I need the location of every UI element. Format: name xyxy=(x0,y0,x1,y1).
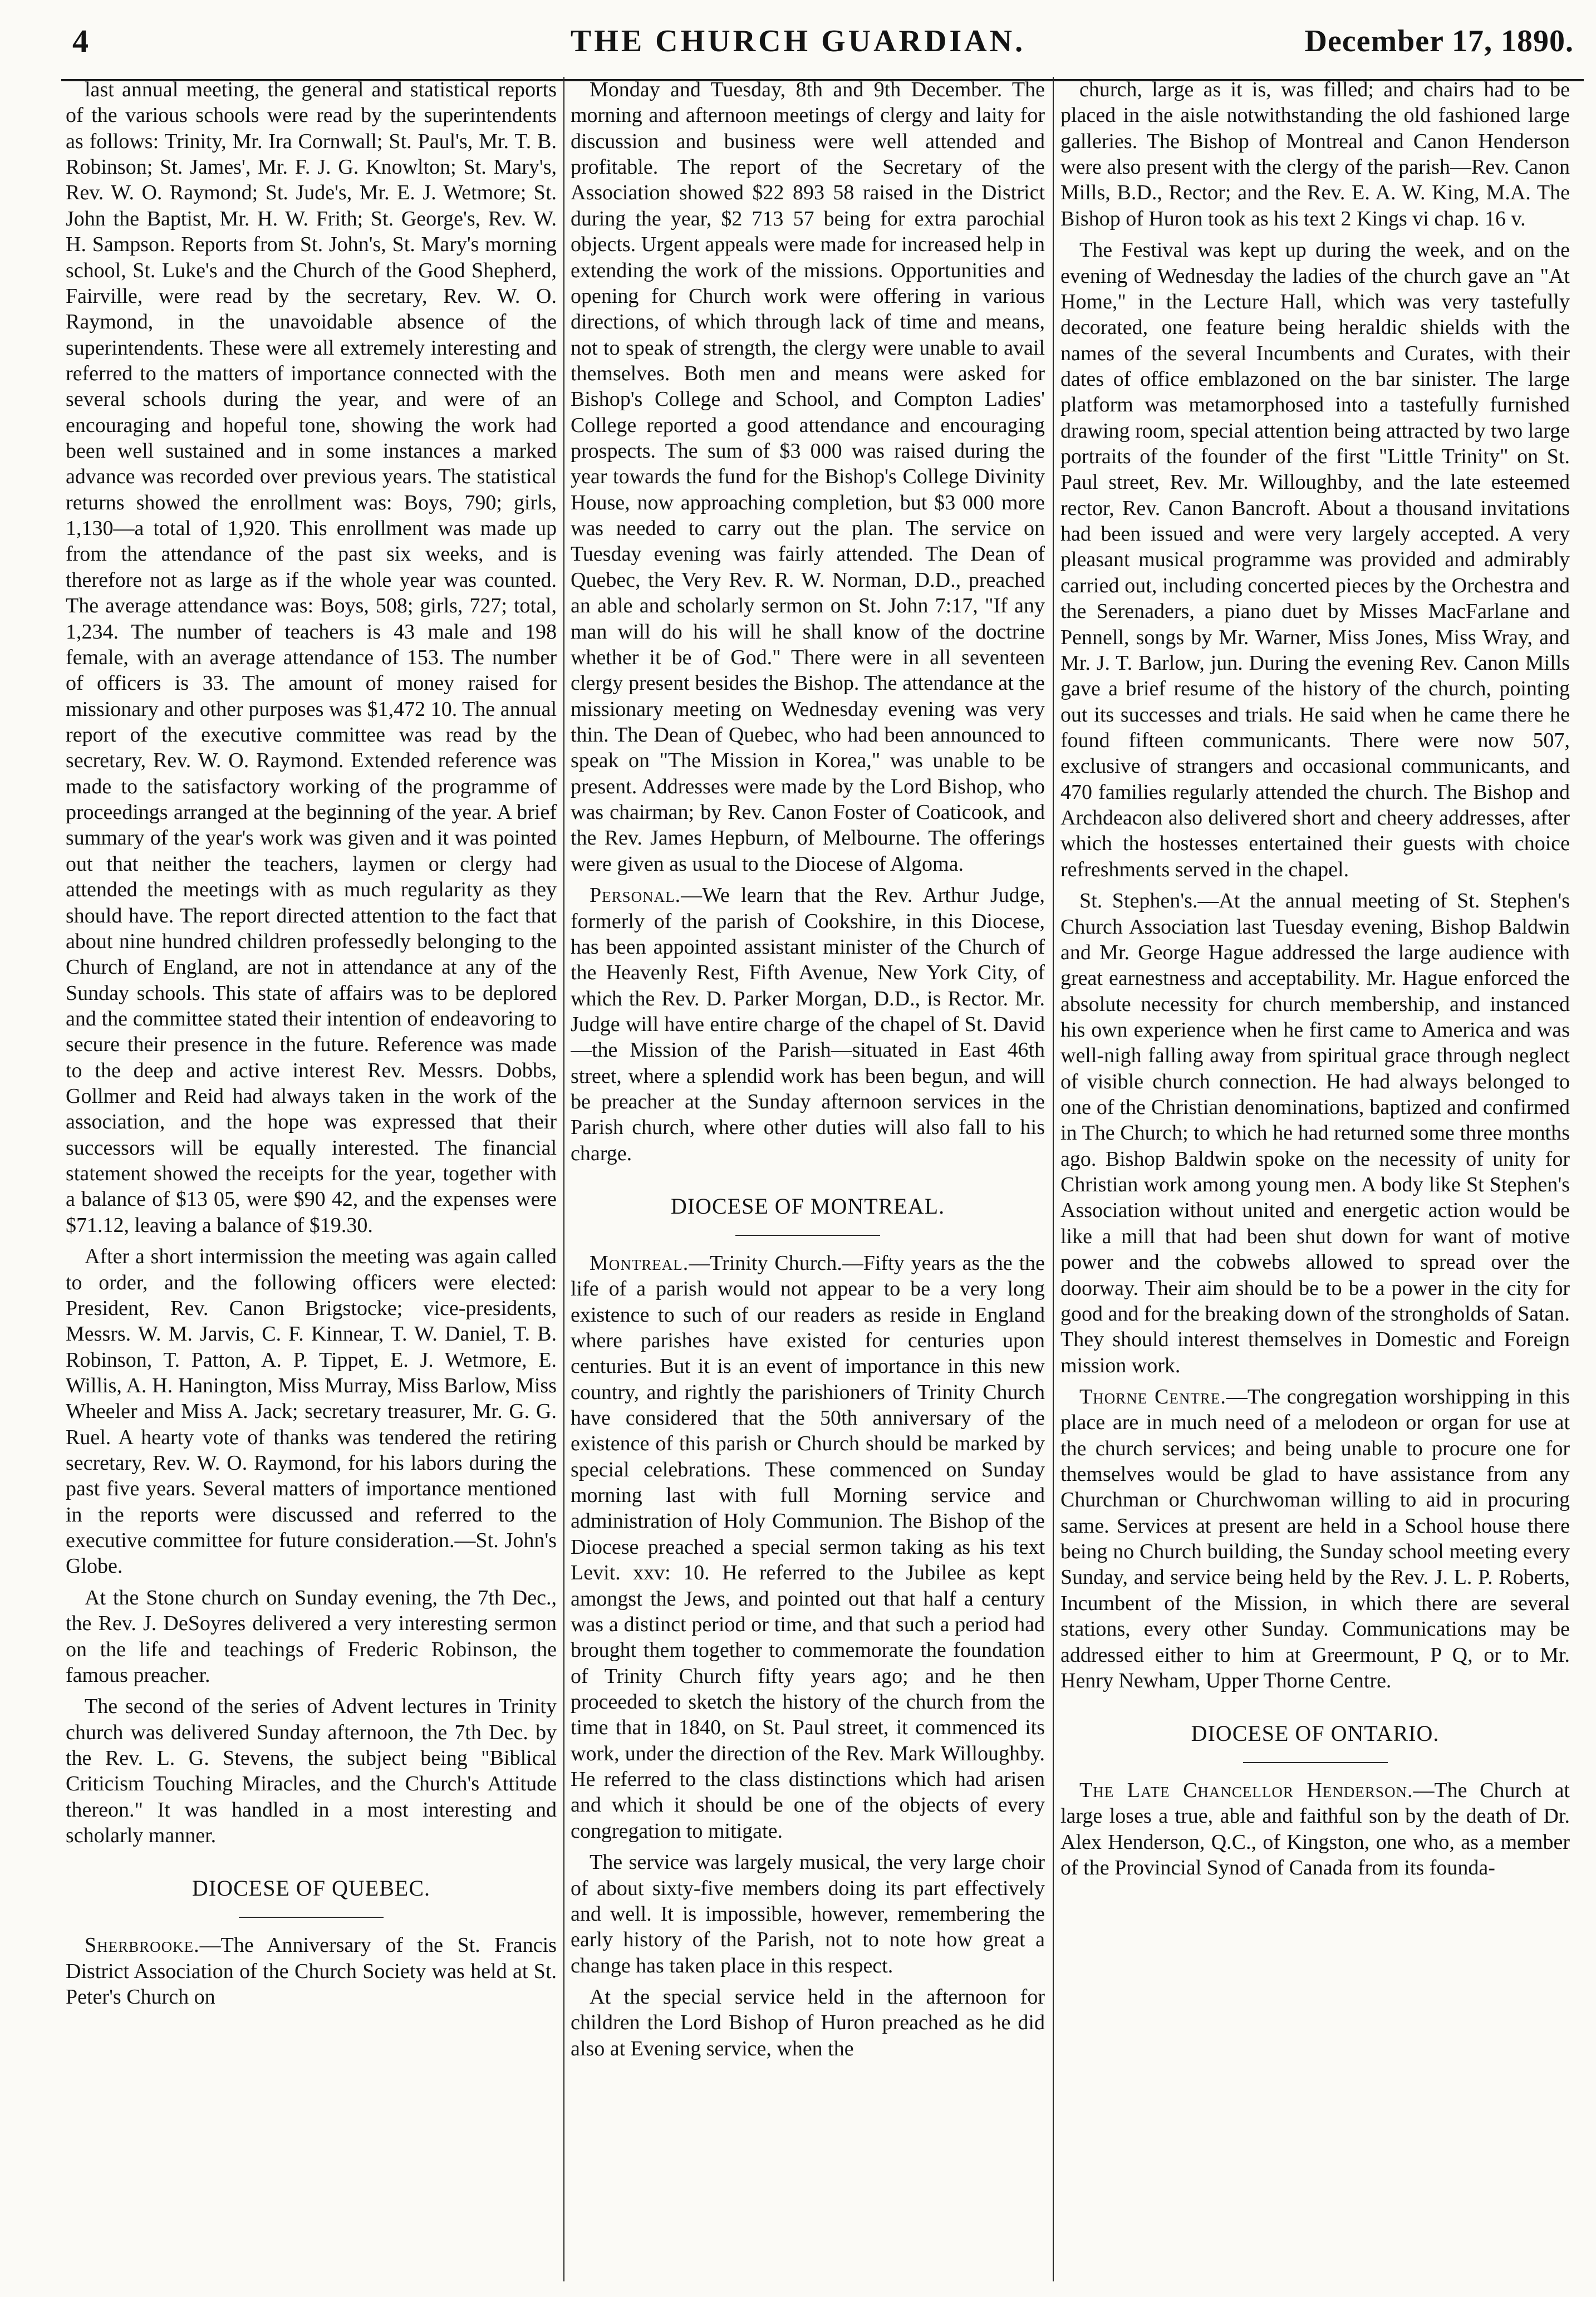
paragraph-lead: Montreal. xyxy=(590,1251,689,1275)
paragraph-text: The Festival was kept up during the week, and on the evening of Wednesday the ladies of the church gave an "At Home," in the Lecture Hall, which was very tastefully decorated, one feature being heraldic shields with the names of the several Incumbents and Curates, with their dates of office emblazoned on the bar sinister. The large platform was metamorphosed into a tastefully furnished drawing room, special attention being attracted by two large portraits of the founder of the first "Little Trinity" on St. Paul street, Rev. Mr. Willoughby, and the late esteemed rector, Rev. Canon Bancroft. About a thousand invitations had been issued and were very largely accepted. A very pleasant musical programme was provided and admirably carried out, including concerted pieces by the Orchestra and the Serenaders, a piano duet by Misses MacFarlane and Pennell, songs by Mr. Warner, Miss Jones, Miss Wray, and Mr. J. T. Barlow, jun. During the evening Rev. Canon Mills gave a brief resume of the history of the church, pointing out its successes and trials. He said when he came there he found fifteen communicants. There were now 507, exclusive of strangers and occasional communicants, and 470 families regularly attended the church. The Bishop and Archdeacon also delivered short and cheery addresses, after which the hostesses entertained their guests with choice refreshments served in the chapel. xyxy=(1060,238,1570,881)
section-heading xyxy=(1060,1720,1570,1763)
paragraph-lead: Personal. xyxy=(590,884,681,907)
paragraph-text: The service was largely musical, the very large choir of about sixty-five members doing its part effectively and well. It is impossible, however, remembering the early history of the Parish, not to note how great a change has taken place in this respect. xyxy=(571,1851,1045,1977)
newspaper-title: THE CHURCH GUARDIAN. xyxy=(570,24,1026,58)
paragraph-text: At the special service held in the afternoon for children the Lord Bishop of Huron preached as he did also at Evening service, when the xyxy=(571,1985,1045,2060)
article-paragraph xyxy=(1060,888,1570,1378)
column-divider xyxy=(563,77,564,2281)
article-paragraph xyxy=(571,1849,1045,1979)
column-3 xyxy=(1060,77,1570,2276)
article-paragraph xyxy=(571,77,1045,877)
paragraph-text: church, large as it is, was filled; and chairs had to be placed in the aisle notwithstanding the old fashioned large galleries. The Bishop of Montreal and Canon Henderson were also present with the clergy of the parish—Rev. Canon Mills, B.D., Rector; and the Rev. E. A. W. King, M.A. The Bishop of Huron took as his text 2 Kings vi chap. 16 v. xyxy=(1060,78,1570,230)
issue-date: December 17, 1890. xyxy=(1304,24,1574,58)
column-2 xyxy=(571,77,1045,2276)
section-rule xyxy=(239,1917,384,1918)
masthead xyxy=(0,17,1596,63)
paragraph-text: Monday and Tuesday, 8th and 9th December. The morning and afternoon meetings of clergy and laity for discussion and business were well attended and profitable. The report of the Secretary of the Association showed $22 893 58 raised in the District during the year, $2 713 57 being for extra parochial objects. Urgent appeals were made for increased help in extending the work of the missions. Opportunities and opening for Church work were offering in various directions, of which through lack of time and means, not to speak of strength, the clergy were unable to avail themselves. Both men and means were asked for Bishop's College and School, and Compton Ladies' College reported a good attendance and encouraging prospects. The sum of $3 000 was raised during the year towards the fund for the Bishop's College Divinity House, now approaching completion, but $3 000 more was needed to carry out the plan. The service on Tuesday evening was fairly attended. The Dean of Quebec, the Very Rev. R. W. Norman, D.D., preached an able and scholarly sermon on St. John 7:17, "If any man will do his will he shall know of the doctrine whether it be of God." There were in all seventeen clergy present besides the Bishop. The attendance at the missionary meeting on Wednesday evening was very thin. The Dean of Quebec, who had been announced to speak on "The Mission in Korea," was unable to be present. Addresses were made by the Lord Bishop, who was chairman; by Rev. Canon Foster of Coaticook, and the Rev. James Hepburn, of Melbourne. The offerings were given as usual to the Diocese of Algoma. xyxy=(571,78,1045,876)
paragraph-text: —We learn that the Rev. Arthur Judge, formerly of the parish of Cookshire, in this Diocese, has been appointed assistant minister of the Church of the Heavenly Rest, Fifth Avenue, New York City, of which the Rev. D. Parker Morgan, D.D., is Rector. Mr. Judge will have entire charge of the chapel of St. David—the Mission of the Parish—situated in East 46th street, where a splendid work has been begun, and will be preacher at the Sunday afternoon services in the Parish church, where other duties will also fall to his charge. xyxy=(571,884,1045,1165)
paragraph-text: —The Anniversary of the St. Francis District Association of the Church Society was held at St. Peter's Church on xyxy=(66,1933,557,2009)
article-paragraph xyxy=(571,882,1045,1166)
paragraph-text: last annual meeting, the general and statistical reports of the various schools were read by the superintendents as follows: Trinity, Mr. Ira Cornwall; St. Paul's, Mr. T. B. Robinson; St. James', Mr. F. J. G. Knowlton; St. Mary's, Rev. W. O. Raymond; St. Jude's, Mr. E. J. Wetmore; St. John the Baptist, Mr. H. W. Frith; St. George's, Rev. W. H. Sampson. Reports from St. John's, St. Mary's morning school, St. Luke's and the Church of the Good Shepherd, Fairville, were read by the secretary, Rev. W. O. Raymond, in the unavoidable absence of the superintendents. These were all extremely interesting and referred to the matters of importance connected with the several schools during the year, and were of an encouraging and hopeful tone, showing the work had been well sustained and in some instances a marked advance was recorded over previous years. The statistical returns showed the enrollment was: Boys, 790; girls, 1,130—a total of 1,920. This enrollment was made up from the attendance of the past six weeks, and is therefore not as large as if the whole year was counted. The average attendance was: Boys, 508; girls, 727; total, 1,234. The number of teachers is 43 male and 198 female, with an average attendance of 153. The number of officers is 33. The amount of money raised for missionary and other purposes was $1,472 10. The annual report of the executive committee was read by the secretary, Rev. W. O. Raymond. Extended reference was made to the satisfactory working of the programme of proceedings arranged at the beginning of the year. A brief summary of the year's work was given and it was pointed out that neither the teachers, laymen or clergy had attended the meetings with as much regularity as they should have. The report directed attention to the fact that about nine hundred children professedly belonging to the Church of England, are not in attendance at any of the Sunday schools. This state of affairs was to be deplored and the committee stated their intention of endeavoring to secure their presence in the future. Reference was made to the deep and active interest Rev. Messrs. Dobbs, Gollmer and Reid had always taken in the work of the association, and the hope was expressed that their successors will be equally interested. The financial statement showed the receipts for the year, together with a balance of $13 05, were $90 42, and the expenses were $71.12, leaving a balance of $19.30. xyxy=(66,78,557,1237)
article-paragraph xyxy=(1060,1384,1570,1694)
article-paragraph xyxy=(66,77,557,1238)
article-paragraph xyxy=(571,1250,1045,1844)
paragraph-text: —The congregation worshipping in this place are in much need of a melodeon or organ for use at the church services; and being unable to procure one for themselves would be glad to have assistance from any Churchman or Churchwoman willing to aid in procuring same. Services at present are held in a School house there being no Church building, the Sunday school meeting every Sunday, and service being held by the Rev. J. L. P. Roberts, Incumbent of the Mission, in which there are several stations, every other Sunday. Communications may be addressed either to him at Greermount, P Q, or to Mr. Henry Newham, Upper Thorne Centre. xyxy=(1060,1385,1570,1692)
paragraph-text: —The Church at large loses a true, able and faithful son by the death of Dr. Alex Henderson, Q.C., of Kingston, one who, as a member of the Provincial Synod of Canada from its founda- xyxy=(1060,1779,1570,1880)
paragraph-lead: Sherbrooke. xyxy=(85,1933,200,1957)
paragraph-text: After a short intermission the meeting was again called to order, and the following officers were elected: President, Rev. Canon Brigstocke; vice-presidents, Messrs. W. M. Jarvis, C. F. Kinnear, T. W. Daniel, T. B. Robinson, T. Patton, A. P. Tippet, E. J. Wetmore, E. Willis, A. H. Hanington, Miss Murray, Miss Barlow, Miss Wheeler and Miss A. Jack; secretary treasurer, Mr. G. G. Ruel. A hearty vote of thanks was tendered the retiring secretary, Rev. W. O. Raymond, for his labors during the past five years. Several matters of importance mentioned in the reports were discussed and referred to the executive committee for future consideration.—St. John's Globe. xyxy=(66,1245,557,1578)
paragraph-lead: Thorne Centre. xyxy=(1079,1385,1226,1408)
article-paragraph xyxy=(66,1932,557,2010)
page-number: 4 xyxy=(72,23,89,59)
section-rule xyxy=(735,1235,880,1236)
paragraph-text: St. Stephen's.—At the annual meeting of St. Stephen's Church Association last Tuesday evening, Bishop Baldwin and Mr. George Hague addressed the large audience with great earnestness and acceptability. Mr. Hague enforced the absolute necessity for church membership, and instanced his own experience when he first came to America and was well-nigh falling away from spiritual grace through neglect of visible church connection. He had always belonged to one of the Christian denominations, baptized and confirmed in The Church; to which he had returned some three months ago. Bishop Baldwin spoke on the necessity of unity for Christian work among young men. A body like St Stephen's Association without united and energetic action would be like a mill that had been shut down for want of motive power and the cobwebs allowed to spread over the doorway. Their aim should be to be a power in the city for good and for the breaking down of the strongholds of Satan. They should interest themselves in Domestic and Foreign mission work. xyxy=(1060,889,1570,1377)
section-heading-text: DIOCESE OF ONTARIO. xyxy=(1191,1721,1440,1746)
column-1 xyxy=(66,77,557,2276)
paragraph-text: At the Stone church on Sunday evening, the 7th Dec., the Rev. J. DeSoyres delivered a very interesting sermon on the life and teachings of Frederic Robinson, the famous preacher. xyxy=(66,1586,557,1687)
article-paragraph xyxy=(66,1694,557,1848)
paragraph-text: The second of the series of Advent lectures in Trinity church was delivered Sunday afternoon, the 7th Dec. by the Rev. L. G. Stevens, the subject being "Biblical Criticism Touching Miracles, and the Church's Attitude thereon." It was handled in a most interesting and scholarly manner. xyxy=(66,1695,557,1848)
article-paragraph xyxy=(66,1244,557,1579)
column-divider xyxy=(1053,77,1054,2281)
section-heading xyxy=(66,1875,557,1918)
paragraph-lead: The Late Chancellor Henderson. xyxy=(1079,1779,1413,1803)
article-paragraph xyxy=(571,1984,1045,2062)
article-paragraph xyxy=(66,1585,557,1688)
article-paragraph xyxy=(1060,237,1570,882)
paragraph-text: —Trinity Church.—Fifty years as the the life of a parish would not appear to be a very long existence to such of our readers as reside in England where parishes have existed for centuries upon centuries. But it is an event of importance in this new country, and rightly the parishioners of Trinity Church have considered that the 50th anniversary of the existence of this parish or Church should be marked by special celebrations. These commenced on Sunday morning last with full Morning service and administration of Holy Communion. The Bishop of the Diocese preached a special sermon taking as his text Levit. xxv: 10. He referred to the Jubilee as kept amongst the Jews, and pointed out that half a century was a distinct period or time, and that such a period had brought them together to commemorate the foundation of Trinity Church fifty years ago; and he then proceeded to sketch the history of the church from the time that in 1840, on St. Paul street, it commenced its work, under the direction of the Rev. Mark Willoughby. He referred to the class distinctions which had arisen and which it should be one of the objects of every congregation to mitigate. xyxy=(571,1251,1045,1843)
article-paragraph xyxy=(1060,77,1570,232)
section-heading-text: DIOCESE OF MONTREAL. xyxy=(670,1194,945,1219)
section-heading xyxy=(571,1193,1045,1236)
article-paragraph xyxy=(1060,1778,1570,1881)
section-heading-text: DIOCESE OF QUEBEC. xyxy=(191,1876,431,1901)
section-rule xyxy=(1243,1762,1388,1763)
